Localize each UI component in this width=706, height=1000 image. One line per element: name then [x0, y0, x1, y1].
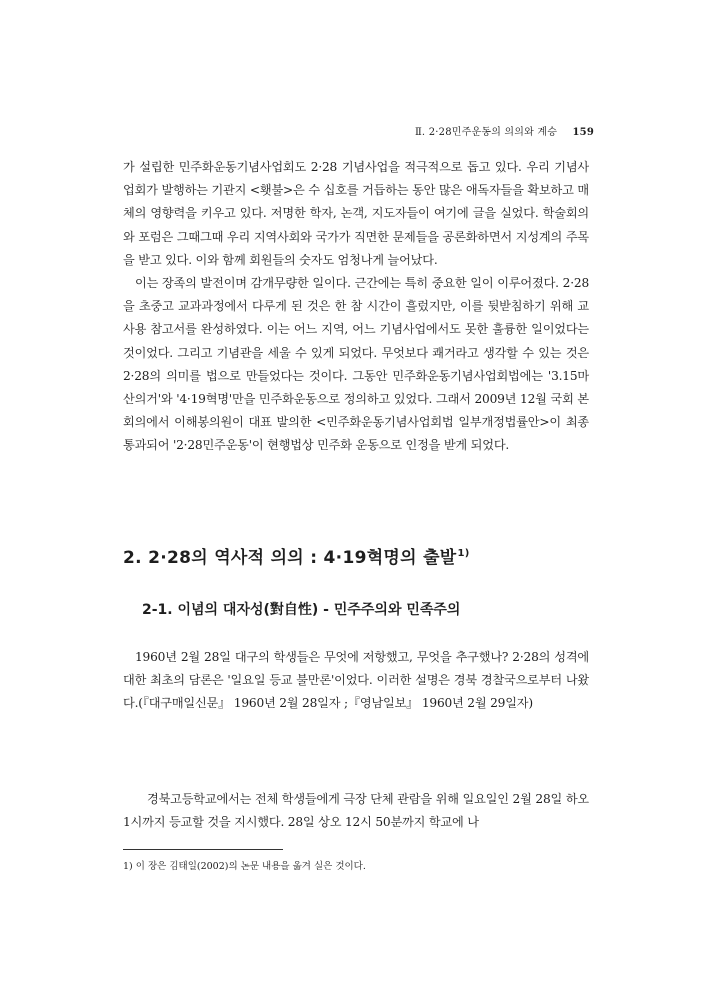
- paragraph-2: 이는 장족의 발전이며 감개무량한 일이다. 근간에는 특히 중요한 일이 이루어졌다. 2·28을 초중고 교과과정에서 다루게 된 것은 한 참 시간이 흘렀지만, 이를 뒷받침하기 위해 교사용 참고서를 완성하였다. 이는 어느 지역, 어느 기념사업에서도 못한 훌륭한 일이었다는 것이었다. 그리고 기념관을 세울 수 있게 되었다. 무엇보다 쾌거라고 생각할 수 있는 것은 2·28의 의미를 법으로 만들었다는 것이다. 그동안 민주화운동기념사업회법에는 '3.15마산의거'와 '4·19혁명'만을 민주화운동으로 정의하고 있었다. 그래서 2009년 12월 국회 본 회의에서 이해봉의원이 대표 발의한 <민주화운동기념사업회법 일부개정법률안>이 최종 통과되어 '2·28민주운동'이 현행법상 민주화 운동으로 인정을 받게 되었다.: [123, 276, 589, 453]
- paragraph-1: 가 설립한 민주화운동기념사업회도 2·28 기념사업을 적극적으로 돕고 있다. 우리 기념사업회가 발행하는 기관지 <횃불>은 수 십호를 거듭하는 동안 많은 애독자들을 확보하고 매체의 영향력을 키우고 있다. 저명한 학자, 논객, 지도자들이 여기에 글을 실었다. 학술회의와 포럼은 그때그때 우리 지역사회와 국가가 직면한 문제들을 공론화하면서 지성계의 주목을 받고 있다. 이와 함께 회원들의 숫자도 엄청나게 늘어났다.: [123, 160, 589, 267]
- footnote-divider: [123, 849, 283, 850]
- footnote-reference[interactable]: 1): [457, 548, 470, 559]
- quote-block-1: [123, 646, 589, 716]
- section-title: [123, 543, 470, 568]
- section-title-text: 2. 2·28의 역사적 의의 : 4·19혁명의 출발: [123, 548, 457, 568]
- running-header: [415, 123, 594, 138]
- subsection-title: 2-1. 이념의 대자성(對自性) - 민주주의와 민족주의: [142, 602, 461, 618]
- footnote: 1) 이 장은 김태일(2002)의 논문 내용을 옮겨 실은 것이다.: [123, 861, 366, 872]
- body-text: [123, 156, 589, 458]
- quote-block-2: [123, 788, 589, 834]
- page-number: 159: [572, 127, 594, 138]
- quote-paragraph-2: 경북고등학교에서는 전체 학생들에게 극장 단체 관람을 위해 일요일인 2월 28일 하오 1시까지 등교할 것을 지시했다. 28일 상오 12시 50분까지 학교에 나: [123, 792, 589, 830]
- quote-paragraph-1: 1960년 2월 28일 대구의 학생들은 무엇에 저항했고, 무엇을 추구했나? 2·28의 성격에 대한 최초의 담론은 '일요일 등교 불만론'이었다. 이러한 설명은 경북 경찰국으로부터 나왔다.(『대구매일신문』 1960년 2월 28일자 ;『영남일보』 1960년 2월 29일자): [123, 650, 589, 711]
- running-title: Ⅱ. 2·28민주운동의 의의와 계승: [414, 127, 558, 138]
